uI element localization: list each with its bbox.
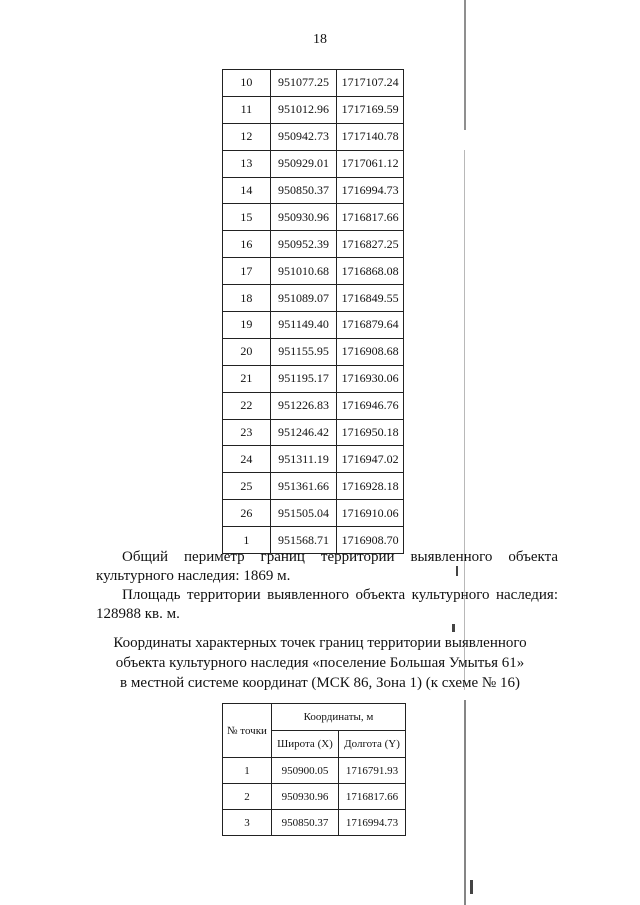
latitude-cell: 950930.96	[272, 784, 339, 810]
table-row	[223, 123, 404, 150]
longitude-cell: 1716950.18	[337, 419, 404, 446]
area-paragraph: Площадь территории выявленного объекта культурного наследия: 128988 кв. м.	[96, 587, 558, 622]
latitude-cell: 951246.42	[270, 419, 337, 446]
scan-artifact-dot	[470, 880, 473, 894]
latitude-cell: 951311.19	[270, 446, 337, 473]
point-number-cell: 13	[223, 150, 271, 177]
table-row	[223, 473, 404, 500]
table-row	[223, 365, 404, 392]
point-number-cell: 22	[223, 392, 271, 419]
point-number-cell: 15	[223, 204, 271, 231]
latitude-cell: 951195.17	[270, 365, 337, 392]
longitude-cell: 1716994.73	[337, 177, 404, 204]
table-row	[223, 810, 406, 836]
latitude-cell: 951568.71	[270, 527, 337, 554]
longitude-cell: 1716868.08	[337, 258, 404, 285]
coordinates-heading	[80, 633, 560, 693]
table-row	[223, 258, 404, 285]
latitude-cell: 950952.39	[270, 231, 337, 258]
longitude-cell: 1716908.70	[337, 527, 404, 554]
point-number-cell: 23	[223, 419, 271, 446]
scan-artifact-dot	[456, 566, 458, 576]
scan-artifact-dot	[452, 624, 455, 632]
point-number-cell: 1	[223, 758, 272, 784]
latitude-cell: 951149.40	[270, 312, 337, 339]
scan-artifact-line	[464, 150, 465, 690]
longitude-cell: 1716817.66	[339, 784, 406, 810]
point-number-cell: 25	[223, 473, 271, 500]
table-row	[223, 419, 404, 446]
point-number-cell: 10	[223, 70, 271, 97]
longitude-cell: 1716947.02	[337, 446, 404, 473]
latitude-cell: 951155.95	[270, 338, 337, 365]
longitude-cell: 1716791.93	[339, 758, 406, 784]
table-row	[223, 285, 404, 312]
longitude-cell: 1716946.76	[337, 392, 404, 419]
longitude-cell: 1716849.55	[337, 285, 404, 312]
scan-artifact-line	[464, 0, 466, 130]
table-row	[223, 231, 404, 258]
perimeter-paragraph: Общий периметр границ территории выявленного объекта культурного наследия: 1869 м.	[96, 549, 558, 584]
latitude-cell: 951089.07	[270, 285, 337, 312]
point-number-cell: 2	[223, 784, 272, 810]
longitude-cell: 1716910.06	[337, 500, 404, 527]
latitude-cell: 951505.04	[270, 500, 337, 527]
point-number-cell: 17	[223, 258, 271, 285]
longitude-cell: 1716930.06	[337, 365, 404, 392]
column-header-point: № точки	[223, 704, 272, 758]
latitude-cell: 950929.01	[270, 150, 337, 177]
point-number-cell: 21	[223, 365, 271, 392]
longitude-cell: 1717140.78	[337, 123, 404, 150]
heading-line: в местной системе координат (МСК 86, Зона 1) (к схеме № 16)	[120, 675, 520, 691]
point-number-cell: 14	[223, 177, 271, 204]
table-row	[223, 500, 404, 527]
longitude-cell: 1717107.24	[337, 70, 404, 97]
longitude-cell: 1717169.59	[337, 96, 404, 123]
table-header-row	[223, 704, 406, 731]
table-row	[223, 150, 404, 177]
table-row	[223, 70, 404, 97]
latitude-cell: 951010.68	[270, 258, 337, 285]
longitude-cell: 1716879.64	[337, 312, 404, 339]
table-row	[223, 177, 404, 204]
point-number-cell: 11	[223, 96, 271, 123]
table-row	[223, 204, 404, 231]
table-row	[223, 784, 406, 810]
point-number-cell: 20	[223, 338, 271, 365]
point-number-cell: 12	[223, 123, 271, 150]
column-header-latitude: Широта (X)	[272, 731, 339, 758]
latitude-cell: 950850.37	[270, 177, 337, 204]
table-row	[223, 392, 404, 419]
scan-artifact-line	[464, 700, 466, 905]
latitude-cell: 950850.37	[272, 810, 339, 836]
latitude-cell: 951361.66	[270, 473, 337, 500]
longitude-cell: 1716827.25	[337, 231, 404, 258]
coordinates-table-continued	[222, 69, 404, 554]
latitude-cell: 951226.83	[270, 392, 337, 419]
longitude-cell: 1716994.73	[339, 810, 406, 836]
column-header-longitude: Долгота (Y)	[339, 731, 406, 758]
point-number-cell: 3	[223, 810, 272, 836]
table-row	[223, 312, 404, 339]
table-row	[223, 758, 406, 784]
latitude-cell: 950900.05	[272, 758, 339, 784]
page-number: 18	[313, 32, 327, 47]
point-number-cell: 26	[223, 500, 271, 527]
column-header-coordinates: Координаты, м	[272, 704, 406, 731]
table-row	[223, 338, 404, 365]
latitude-cell: 950942.73	[270, 123, 337, 150]
latitude-cell: 951077.25	[270, 70, 337, 97]
table-row	[223, 446, 404, 473]
point-number-cell: 18	[223, 285, 271, 312]
longitude-cell: 1716817.66	[337, 204, 404, 231]
longitude-cell: 1717061.12	[337, 150, 404, 177]
point-number-cell: 1	[223, 527, 271, 554]
heading-line: объекта культурного наследия «поселение Большая Умытья 61»	[115, 655, 525, 671]
latitude-cell: 950930.96	[270, 204, 337, 231]
point-number-cell: 16	[223, 231, 271, 258]
heading-line: Координаты характерных точек границ территории выявленного	[113, 635, 527, 651]
coordinates-table	[222, 703, 406, 836]
point-number-cell: 19	[223, 312, 271, 339]
latitude-cell: 951012.96	[270, 96, 337, 123]
longitude-cell: 1716908.68	[337, 338, 404, 365]
table-row	[223, 96, 404, 123]
point-number-cell: 24	[223, 446, 271, 473]
longitude-cell: 1716928.18	[337, 473, 404, 500]
